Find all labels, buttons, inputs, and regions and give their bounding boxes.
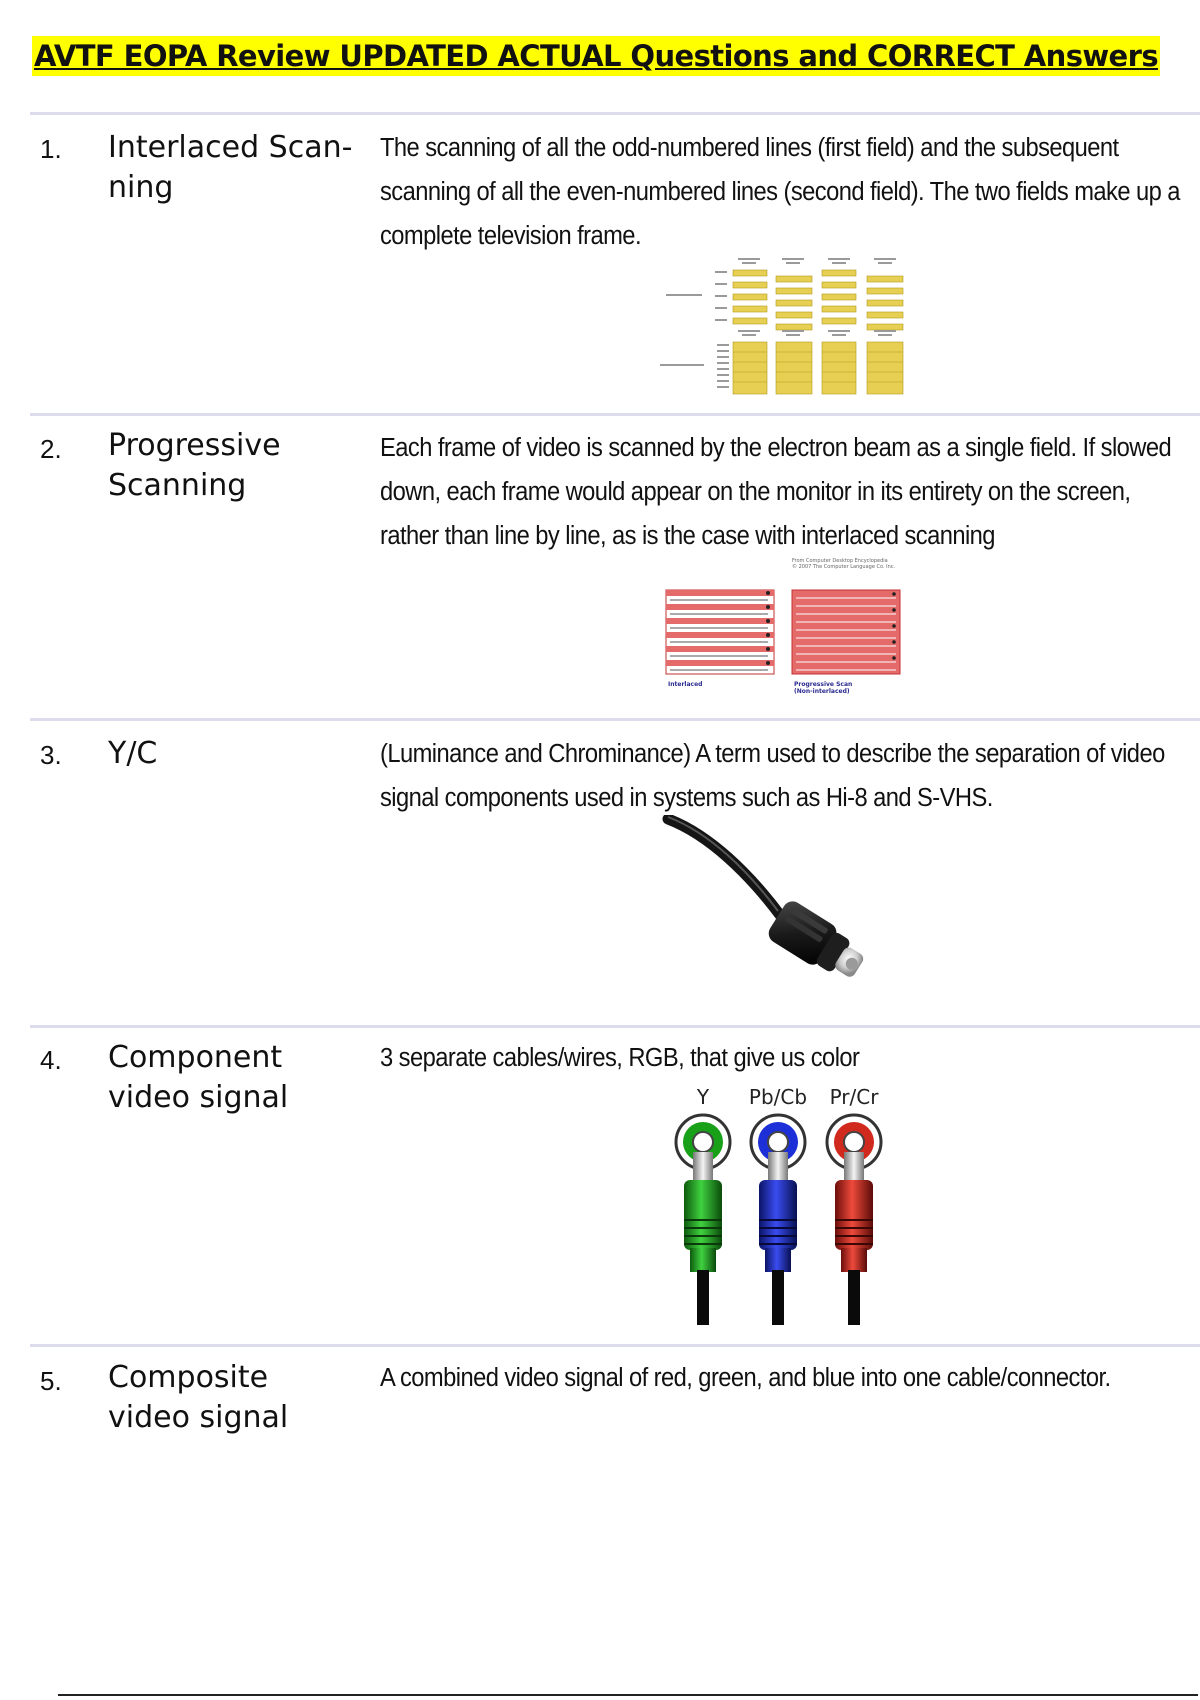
pb-channel-label: Pb/Cb [748,1085,808,1109]
item-number: 2. [40,434,62,464]
interlaced-vs-progressive-diagram [664,556,904,696]
interlaced-scan-diagram [660,254,910,396]
pr-channel-label: Pr/Cr [829,1085,879,1109]
footer-rule [58,1694,1198,1696]
row-divider [30,718,1200,721]
row-divider [30,1025,1200,1028]
item-term: Interlaced Scan- ning [108,130,353,205]
item-term: Component video signal [108,1040,289,1115]
non-interlaced-label: (Non-interlaced) [794,688,850,695]
item-number: 3. [40,740,62,770]
item-term: Composite video signal [108,1360,289,1435]
item-number: 5. [40,1366,62,1396]
row-divider [30,112,1200,115]
diagram-source-line-2: © 2007 The Computer Language Co. Inc. [792,564,896,570]
item-term: Progressive Scanning [108,428,281,503]
component-cables-image [668,1080,898,1325]
row-divider [30,1344,1200,1347]
item-definition: 3 separate cables/wires, RGB, that give us color [380,1044,860,1072]
pr-red-plug [827,1115,881,1325]
progressive-label: Progressive Scan [794,681,853,688]
diagram-source-line-1: From Computer Desktop Encyclopedia [792,558,888,564]
row-divider [30,413,1200,416]
interlaced-label: Interlaced [668,681,703,688]
item-definition: A combined video signal of red, green, and blue into one cable/connector. [380,1364,1111,1392]
item-term: Y/C [108,736,158,771]
item-definition: Each frame of video is scanned by the electron beam as a single field. If slowed down, each frame would appear on the monitor in its entirety on the screen, rather than line by line, as is the case with interlaced scanning [380,434,1172,550]
pb-blue-plug [751,1115,805,1325]
item-definition: (Luminance and Chrominance) A term used to describe the separation of video signal components used in systems such as Hi-8 and S-VHS. [380,740,1165,812]
document-title: AVTF EOPA Review UPDATED ACTUAL Questions and CORRECT Answers [32,36,1160,76]
s-video-cable-image [660,815,900,1005]
y-green-plug [676,1115,730,1325]
item-number: 1. [40,134,62,164]
y-channel-label: Y [696,1085,710,1109]
item-definition: The scanning of all the odd-numbered lines (first field) and the subsequent scanning of all the even-numbered lines (second field). The two fields make up a complete television frame. [380,134,1180,250]
document-header [32,36,1192,76]
item-number: 4. [40,1045,62,1075]
